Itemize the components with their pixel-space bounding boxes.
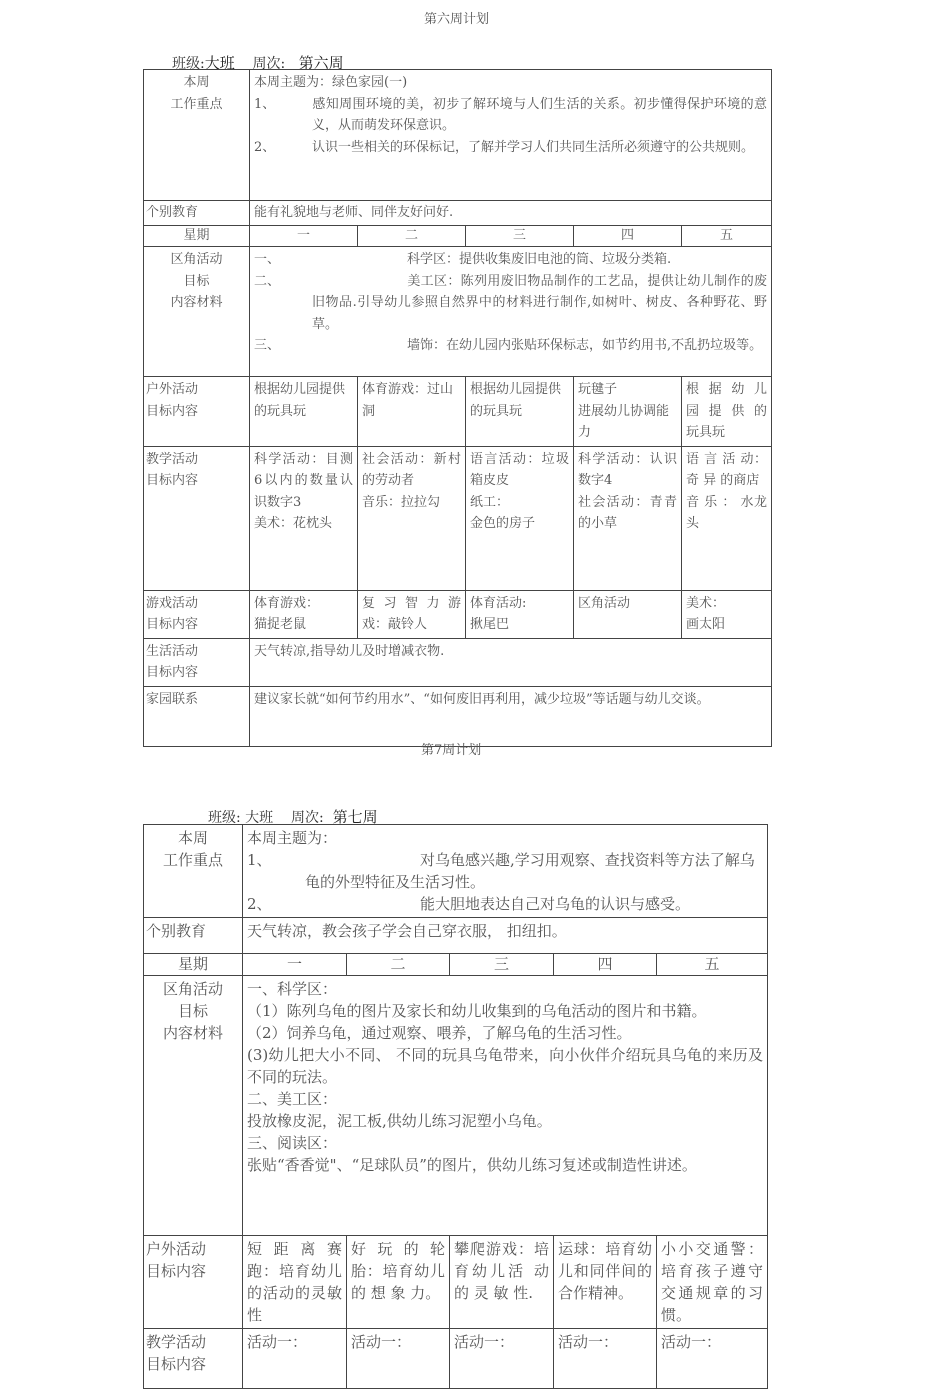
teaching-item: 科学活动：目测6以内的数量认识数字3 (254, 451, 353, 510)
outdoor-label-line: 目标内容 (146, 403, 199, 419)
home-label: 家园联系 (144, 686, 250, 746)
game-item: 猫捉老鼠 (254, 617, 307, 632)
focus-label-line: 工作重点 (170, 96, 223, 112)
corner-item (254, 249, 767, 271)
teaching-thu (574, 446, 682, 590)
week6-caption: 第六周计划 (424, 12, 490, 27)
teaching-row (144, 1329, 768, 1389)
teaching-thu: 活动一： (554, 1329, 657, 1389)
corner-label-line: 目标 (183, 273, 210, 289)
life-label-line: 生活活动 (146, 643, 199, 659)
corner-line: 三、阅读区： (247, 1134, 338, 1152)
weekday-mon: 一 (250, 226, 358, 247)
class-label: 班级: (172, 56, 205, 72)
teaching-tue: 活动一： (347, 1329, 450, 1389)
teaching-label-line: 目标内容 (146, 473, 199, 488)
corner-label-line: 内容材料 (162, 1024, 223, 1042)
corner-label-line: 区角活动 (170, 252, 223, 267)
corner-line: 二、美工区： (247, 1090, 338, 1108)
class-value: 大班 (245, 810, 274, 826)
teaching-item: 音 乐 ： 水龙头 (686, 494, 768, 531)
weekday-wed: 三 (450, 954, 554, 976)
corner-item (254, 335, 767, 357)
individual-text: 天气转凉，教会孩子学会自己穿衣服， 扣纽扣。 (243, 918, 768, 954)
game-item: 美术： (686, 595, 726, 611)
focus-row (144, 825, 768, 918)
week6-plan-table (143, 69, 772, 747)
week-value: 第七周 (332, 808, 378, 826)
game-item: 画太阳 (686, 617, 726, 632)
teaching-item: 社会活动：青青的小草 (578, 494, 677, 531)
outdoor-label (144, 377, 250, 447)
game-thu (574, 590, 682, 638)
life-row (144, 638, 772, 686)
weekday-wed: 三 (466, 226, 574, 247)
teaching-tue (358, 446, 466, 590)
corner-line: 投放橡皮泥，泥工板,供幼儿练习泥塑小乌龟。 (247, 1112, 552, 1130)
teaching-label-line: 教学活动 (146, 451, 199, 467)
game-row (144, 590, 772, 638)
theme-text: 本周主题为：绿色家园(一) (254, 75, 408, 90)
outdoor-mon: 短 距 离 赛 跑：培育幼儿的活动的灵敏性 (243, 1236, 347, 1329)
corner-line: （1）陈列乌龟的图片及家长和幼儿收集到的乌龟活动的图片和书籍。 (247, 1002, 707, 1020)
corner-item-text: 墙饰：在幼儿园内张贴环保标志，如节约用书,不乱扔垃圾等。 (407, 338, 763, 353)
corner-item (254, 271, 767, 336)
corner-label-line: 目标 (177, 1002, 208, 1020)
corner-line: (3)幼儿把大小不同、 不同的玩具乌龟带来，向小伙伴介绍玩具乌龟的来历及不同的玩法。 (247, 1046, 764, 1086)
focus-label (144, 70, 250, 201)
corner-line: 一、科学区： (247, 980, 338, 998)
life-label-line: 目标内容 (146, 665, 199, 680)
game-item: 揪尾巴 (470, 617, 510, 632)
focus-label-line: 本周 (183, 75, 210, 90)
home-row (144, 686, 772, 746)
game-mon (250, 590, 358, 638)
weekday-label: 星期 (144, 226, 250, 247)
weekday-tue: 二 (358, 226, 466, 247)
teaching-label-line: 教学活动 (146, 1333, 207, 1351)
corner-line: 张贴“香香觉"、“足球队员”的图片，供幼儿练习复述或制造性讲述。 (247, 1156, 697, 1174)
individual-text: 能有礼貌地与老师、同伴友好问好. (250, 201, 772, 226)
focus-item (247, 893, 763, 915)
focus-item (254, 137, 767, 159)
focus-row (144, 70, 772, 201)
teaching-item: 语 言 活 动：奇 异 的商店 (686, 451, 768, 488)
weekday-fri: 五 (657, 954, 768, 976)
focus-item-text: 对乌龟感兴趣,学习用观察、查找资料等方法了解乌龟的外型特征及生活习性。 (305, 851, 755, 891)
weekday-row (144, 954, 768, 976)
corner-item-num: 二、 (254, 273, 281, 289)
weekday-mon: 一 (243, 954, 347, 976)
teaching-label (144, 1329, 243, 1389)
teaching-row (144, 446, 772, 590)
focus-item-num: 2、 (254, 139, 276, 155)
outdoor-tue: 好 玩 的 轮 胎：培育幼儿 的 想 象 力。 (347, 1236, 450, 1329)
game-wed (466, 590, 574, 638)
week-label: 周次: (252, 56, 286, 72)
focus-item-text: 感知周围环境的美，初步了解环境与人们生活的关系。初步懂得保护环境的意义，从而萌发环保意识。 (312, 96, 768, 133)
outdoor-mon: 根据幼儿园提供的玩具玩 (250, 377, 358, 447)
focus-item (247, 849, 763, 893)
individual-row (144, 918, 768, 954)
focus-item (254, 94, 767, 137)
outdoor-wed: 根据幼儿园提供的玩具玩 (466, 377, 574, 447)
teaching-item: 音乐：拉拉勾 (362, 494, 441, 510)
game-item: 区角活动 (578, 595, 631, 611)
game-item: 体育游戏： (254, 595, 320, 611)
individual-label: 个别教育 (144, 918, 243, 954)
home-text: 建议家长就“如何节约用水”、“如何废旧再利用，减少垃圾”等话题与幼儿交谈。 (250, 686, 772, 746)
outdoor-label (144, 1236, 243, 1329)
focus-item-text: 能大胆地表达自己对乌龟的认识与感受。 (420, 895, 691, 913)
corner-label-line: 区角活动 (162, 980, 223, 998)
game-item: 体育活动: (470, 595, 527, 611)
focus-label-line: 工作重点 (162, 851, 223, 869)
outdoor-label-line: 目标内容 (146, 1262, 207, 1280)
outdoor-fri: 根 据 幼 儿 园 提 供 的 玩具玩 (682, 377, 772, 447)
corner-item-text: 美工区：陈列用废旧物品制作的工艺品，提供让幼儿制作的废旧物品.引导幼儿参照自然界中的材料进行制作,如树叶、树皮、各种野花、野草。 (312, 273, 768, 332)
teaching-item: 纸工： (470, 494, 510, 510)
focus-item-num: 1、 (254, 96, 276, 112)
teaching-item: 科学活动：认识数字4 (578, 451, 677, 488)
class-label: 班级: (208, 810, 241, 826)
outdoor-label-line: 户外活动 (146, 382, 199, 397)
weekday-thu: 四 (574, 226, 682, 247)
class-value: 大班 (204, 54, 235, 72)
corner-item-num: 一、 (254, 252, 281, 267)
game-item: 复 习 智 力 游 戏：敲铃人 (362, 595, 461, 632)
teaching-item: 社会活动：新村的劳动者 (362, 451, 461, 488)
focus-label-line: 本周 (177, 829, 208, 847)
teaching-fri (682, 446, 772, 590)
teaching-label (144, 446, 250, 590)
focus-item-num: 2、 (247, 895, 272, 913)
corner-content (243, 976, 768, 1236)
week7-caption: 第7周计划 (421, 743, 482, 758)
corner-line: （2）饲养乌龟，通过观察、喂养，了解乌龟的生活习性。 (247, 1024, 632, 1042)
teaching-item: 语言活动：垃圾箱皮皮 (470, 451, 569, 488)
outdoor-tue: 体育游戏：过山洞 (358, 377, 466, 447)
game-label-line: 目标内容 (146, 617, 199, 632)
weekday-fri: 五 (682, 226, 772, 247)
weekday-label: 星期 (144, 954, 243, 976)
teaching-label-line: 目标内容 (146, 1355, 207, 1373)
focus-content (250, 70, 772, 201)
week7-plan-table (143, 824, 768, 1389)
individual-row (144, 201, 772, 226)
focus-label (144, 825, 243, 918)
weekday-row (144, 226, 772, 247)
corner-label (144, 976, 243, 1236)
focus-item-num: 1、 (247, 851, 272, 869)
teaching-fri: 活动一： (657, 1329, 768, 1389)
theme-text: 本周主题为： (247, 829, 338, 847)
corner-label-line: 内容材料 (170, 295, 223, 310)
weekday-tue: 二 (347, 954, 450, 976)
focus-content (243, 825, 768, 918)
game-fri (682, 590, 772, 638)
game-label (144, 590, 250, 638)
outdoor-row (144, 377, 772, 447)
teaching-item: 金色的房子 (470, 516, 536, 531)
outdoor-row (144, 1236, 768, 1329)
outdoor-fri: 小小交通警：培育孩子遵守交通规章的习惯。 (657, 1236, 768, 1329)
teaching-wed: 活动一： (450, 1329, 554, 1389)
life-label (144, 638, 250, 686)
outdoor-thu: 运球：培育幼儿和同伴间的合作精神。 (554, 1236, 657, 1329)
game-tue (358, 590, 466, 638)
corner-row (144, 247, 772, 377)
outdoor-label-line: 户外活动 (146, 1240, 207, 1258)
week-value: 第六周 (298, 54, 344, 72)
teaching-item: 美术：花枕头 (254, 516, 333, 531)
corner-row (144, 976, 768, 1236)
week-label: 周次: (290, 810, 324, 826)
life-text: 天气转凉,指导幼儿及时增减衣物. (250, 638, 772, 686)
corner-label (144, 247, 250, 377)
outdoor-wed: 攀爬游戏：培育幼儿活 动 的 灵 敏 性. (450, 1236, 554, 1329)
teaching-mon: 活动一： (243, 1329, 347, 1389)
individual-label: 个别教育 (144, 201, 250, 226)
outdoor-thu: 玩毽子 进展幼儿协调能力 (574, 377, 682, 447)
teaching-wed (466, 446, 574, 590)
teaching-mon (250, 446, 358, 590)
corner-item-text: 科学区：提供收集废旧电池的筒、垃圾分类箱. (407, 252, 672, 267)
game-label-line: 游戏活动 (146, 595, 199, 611)
focus-item-text: 认识一些相关的环保标记，了解并学习人们共同生活所必须遵守的公共规则。 (312, 139, 755, 155)
corner-item-num: 三、 (254, 338, 281, 353)
weekday-thu: 四 (554, 954, 657, 976)
corner-content (250, 247, 772, 377)
